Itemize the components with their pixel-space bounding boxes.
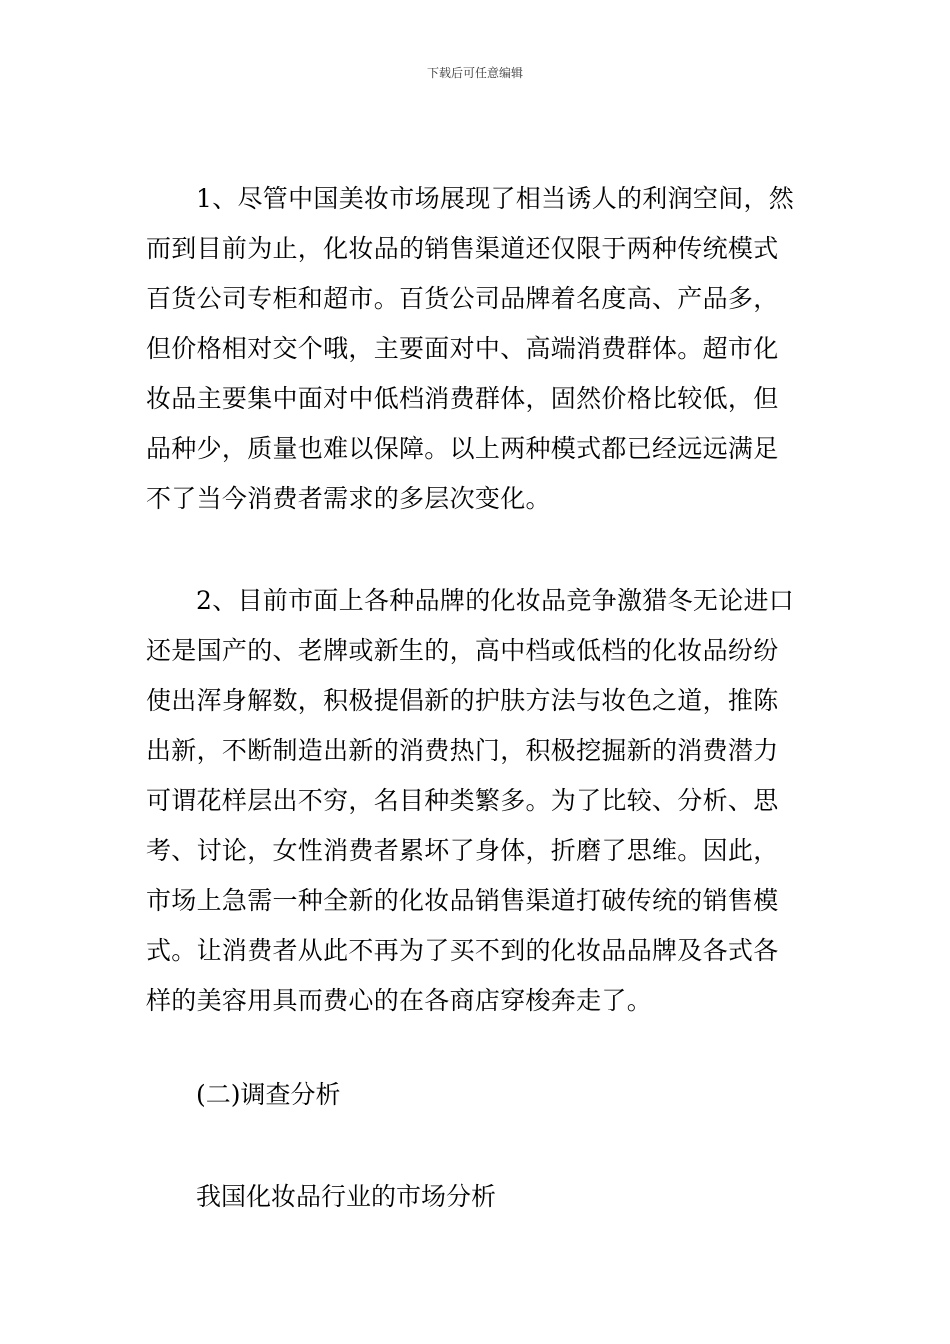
paragraph-sales-channels: 1、尽管中国美妆市场展现了相当诱人的利润空间，然 而到目前为止，化妆品的销售渠道还仅限于两种传统模式 百货公司专柜和超市。百货公司品牌着名度高、产品多， 但价格相对交个哦，主要面对中、高端消费群体。超市化 妆品主要集中面对中低档消费群体，固然价格比较低，但 品种少，质量也难以保障。以上两种模式都已经远远满足 不了当今消费者需求的多层次变化。 xyxy=(146,184,795,513)
header-note: 下载后可任意编辑 xyxy=(426,66,523,80)
paragraph-brand-competition: 2、目前市面上各种品牌的化妆品竞争激猎冬无论进口 还是国产的、老牌或新生的，高中档或低档的化妆品纷纷 使出浑身解数，积极提倡新的护肤方法与妆色之道，推陈 出新，不断制造出新的消费热门，积极挖掘新的消费潜力 可谓花样层出不穷，名目种类繁多。为了比较、分析、思 考、讨论，女性消费者累坏了身体，折磨了思维。因此， 市场上急需一种全新的化妆品销售渠道打破传统的销售模 式。让消费者从此不再为了买不到的化妆品品牌及各式各 样的美容用具而费心的在各商店穿梭奔走了。 xyxy=(146,586,795,1015)
section-heading-survey-analysis: (二)调查分析 xyxy=(196,1080,341,1109)
subheading-market-analysis: 我国化妆品行业的市场分析 xyxy=(196,1182,497,1211)
